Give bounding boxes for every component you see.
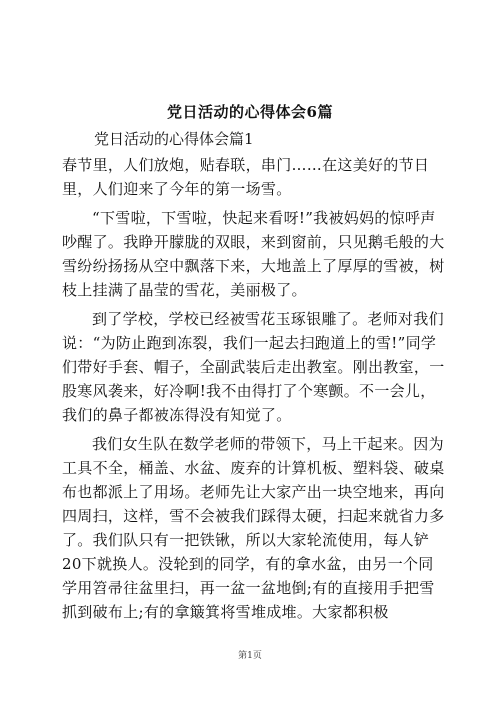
paragraph: 我们女生队在数学老师的带领下，马上干起来。因为工具不全，桶盖、水盆、废弃的计算机板、塑料袋、破桌布也都派上了用场。老师先让大家产出一块空地来，再向四周扫，这样，雪不会被我们踩得太硬，扫起来就省力多了。我们队只有一把铁锹，所以大家轮流使用，每人铲20下就换人。没轮到的同学，有的拿水盆，由另一个同学用笤帚往盆里扫，再一盆一盆地倒;有的直接用手把雪抓到破布上;有的拿簸箕将雪堆成堆。大家都积极: [62, 435, 445, 621]
paragraph: “下雪啦，下雪啦，快起来看呀!”我被妈妈的惊呼声吵醒了。我睁开朦胧的双眼，来到窗前，只见鹅毛般的大雪纷纷扬扬从空中飘落下来，大地盖上了厚厚的雪被，树枝上挂满了晶莹的雪花，美丽极了。: [62, 209, 445, 299]
paragraph: 春节里，人们放炮，贴春联，串门……在这美好的节日里，人们迎来了今年的第一场雪。: [62, 156, 430, 198]
document-body: [62, 153, 446, 629]
paragraph: 到了学校，学校已经被雪花玉琢银雕了。老师对我们说：“为防止跑到冻裂，我们一起去扫跑道上的雪!”同学们带好手套、帽子，全副武装后走出教室。刚出教室，一股寒风袭来，好冷啊!我不由得打了个寒颤。不一会儿，我们的鼻子都被冻得没有知觉了。: [62, 310, 445, 424]
section-heading: 党日活动的心得体会篇1: [94, 130, 254, 148]
document-title: 党日活动的心得体会6篇: [167, 103, 333, 121]
page-number: 第1页: [238, 651, 262, 661]
